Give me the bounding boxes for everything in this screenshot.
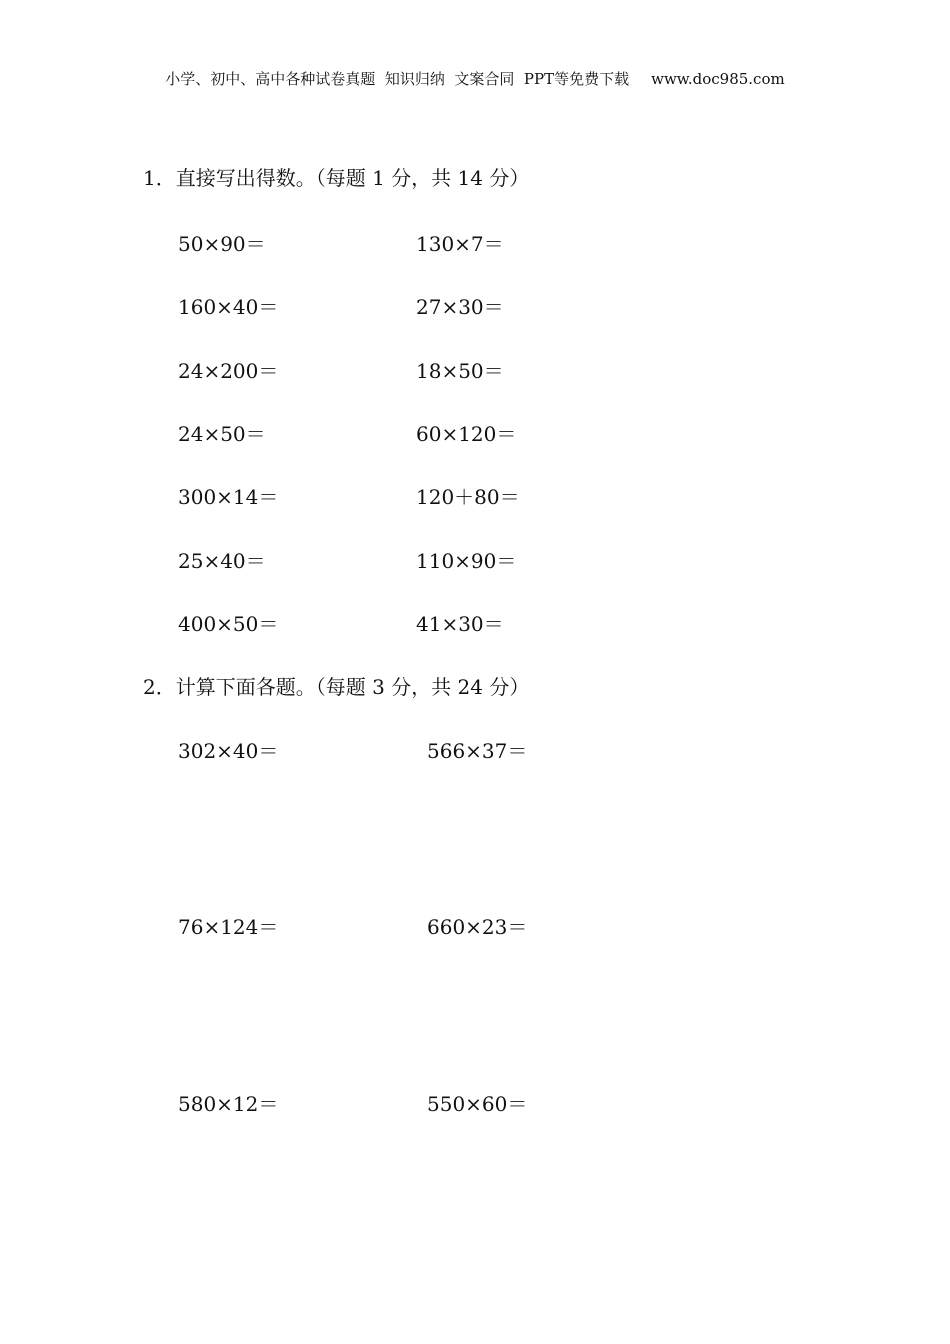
q1-item: 27×30＝	[416, 295, 504, 319]
q1-item: 25×40＝	[178, 549, 266, 573]
q1-item: 120＋80＝	[416, 485, 520, 509]
q2-item: 76×124＝	[178, 915, 279, 939]
q1-item: 60×120＝	[416, 422, 517, 446]
q1-item: 24×200＝	[178, 359, 279, 383]
q2-item: 550×60＝	[427, 1092, 528, 1116]
q1-item: 400×50＝	[178, 612, 279, 636]
question-1-title: 1．直接写出得数。（每题 1 分，共 14 分）	[143, 166, 530, 190]
q1-item: 50×90＝	[178, 232, 266, 256]
q1-item: 110×90＝	[416, 549, 517, 573]
q1-item: 24×50＝	[178, 422, 266, 446]
page-header	[0, 68, 950, 89]
header-text: 小学、初中、高中各种试卷真题 知识归纳 文案合同 PPT等免费下载	[165, 70, 630, 88]
q1-item: 41×30＝	[416, 612, 504, 636]
header-site: www.doc985.com	[651, 70, 785, 88]
q1-item: 18×50＝	[416, 359, 504, 383]
q2-item: 660×23＝	[427, 915, 528, 939]
q1-item: 300×14＝	[178, 485, 279, 509]
question-2-title: 2．计算下面各题。（每题 3 分，共 24 分）	[143, 675, 530, 699]
q1-item: 160×40＝	[178, 295, 279, 319]
q2-item: 566×37＝	[427, 739, 528, 763]
q2-item: 302×40＝	[178, 739, 279, 763]
q1-item: 130×7＝	[416, 232, 504, 256]
q2-item: 580×12＝	[178, 1092, 279, 1116]
